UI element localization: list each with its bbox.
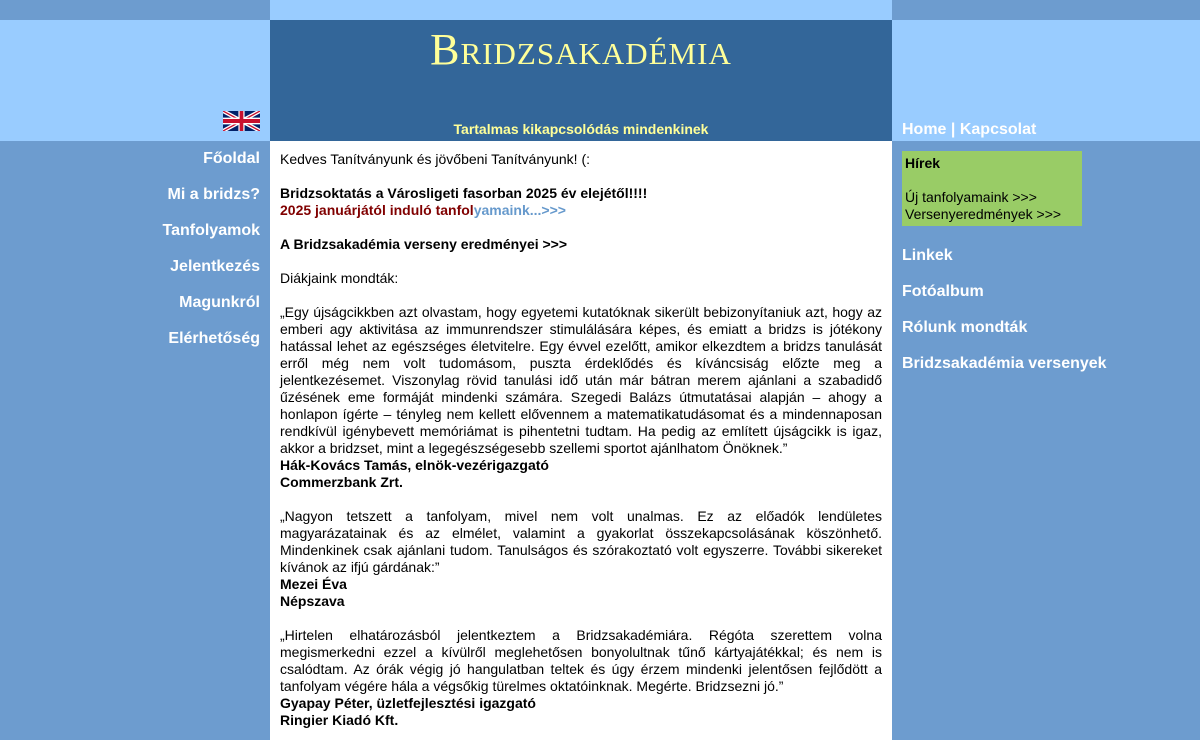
testimonial-author: Hák-Kovács Tamás, elnök-vezérigazgató	[280, 457, 549, 473]
testimonial-organization: Ringier Kiadó Kft.	[280, 712, 399, 728]
testimonial-organization: Népszava	[280, 593, 345, 609]
nav-item-linkek[interactable]: Linkek	[902, 247, 953, 264]
testimonial-quote: „Hirtelen elhatározásból jelentkeztem a Bridzsakadémiára. Régóta szerettem volna megismerkedni ezzel a kívülről meglehetősen bonyolultnak tűnő kártyajátékkal; és nem is csalódtam. Az órák végig jó hangulatban teltek és úgy érzem mindenki jelentősen fejlődött a tanfolyam végére hála a végsőkig türelmes oktatóinknak. Megérte. Bridzsezni jó.”	[280, 627, 882, 694]
site-logo[interactable]: Bridzsakadémia	[430, 25, 732, 74]
testimonial-author: Mezei Éva	[280, 576, 347, 592]
nav-item-fooldal[interactable]: Főoldal	[203, 150, 260, 167]
top-strip-right	[892, 0, 1200, 20]
nav-item-versenyek[interactable]: Bridzsakadémia versenyek	[902, 355, 1107, 372]
testimonial-quote: „Nagyon tetszett a tanfolyam, mivel nem volt unalmas. Ez az előadók lendületes magyarázatainak és az elmélet, valamint a gyakorlat összekapcsolásának köszönhető. Mindenkinek csak ajánlani tudom. Tanulságos és szórakoztató volt egyszerre. További sikereket kívánok az ifjú gárdának:”	[280, 508, 882, 575]
testimonial-quote: „Egy újságcikkben azt olvastam, hogy egyetemi kutatóknak sikerült bebizonyítaniuk azt, hogy az emberi agy aktivitása az immunrendszer stimulálására képes, és emiatt a bridzs is jótékony hatással lehet az egészséges életvitelre. Egy évvel ezelőtt, amikor elkezdtem a bridzs tanulását erről még nem volt tudomásom, puszta érdeklődés és kíváncsiság előzte meg a jelentkezésemet. Viszonylag rövid tanulási idő után már bátran merem ajánlani a szabadidő űzésének eme formáját mindenki számára. Szegedi Balázs útmutatásai alapján – ahogy a honlapon ígérte – tényleg nem kellett elővennem a matematikatudásomat és a mindennaposan rendkívül igénybevett memóriámat is pihentetni tudtam. Ha pedig az említett újságcikk is igaz, akkor a bridzset, mint a legegészségesebb szellemi sportot ajánlhatom Önöknek.”	[280, 304, 882, 456]
english-flag-icon[interactable]	[223, 111, 260, 131]
news-title: Hírek	[905, 155, 941, 171]
greeting-text: Kedves Tanítványunk és jövőbeni Tanítványunk! (:	[280, 151, 591, 167]
main-content	[270, 141, 892, 740]
nav-item-elerhetoseg[interactable]: Elérhetőség	[168, 330, 260, 347]
top-strip-left	[0, 0, 270, 20]
nav-item-jelentkezes[interactable]: Jelentkezés	[170, 258, 260, 275]
results-link[interactable]: A Bridzsakadémia verseny eredményei >>>	[280, 236, 568, 252]
left-navigation	[0, 141, 260, 357]
nav-item-tanfolyamok[interactable]: Tanfolyamok	[162, 222, 260, 239]
news-link-new-courses[interactable]: Új tanfolyamaink >>>	[905, 189, 1037, 205]
right-navigation	[902, 238, 1107, 382]
courses-link-tail[interactable]: yamaink...>>>	[473, 202, 566, 218]
news-link-results[interactable]: Versenyeredmények >>>	[905, 206, 1062, 222]
home-link[interactable]: Home	[902, 121, 947, 138]
top-links	[902, 121, 1036, 139]
link-separator: |	[950, 121, 956, 138]
nav-item-magunkrol[interactable]: Magunkról	[179, 294, 260, 311]
announcement-block	[280, 185, 882, 219]
nav-item-mi-a-bridzs[interactable]: Mi a bridzs?	[167, 186, 260, 203]
courses-link[interactable]: 2025 januárjától induló tanfol	[280, 202, 474, 218]
nav-item-fotoalbum[interactable]: Fotóalbum	[902, 283, 984, 300]
testimonial-organization: Commerzbank Zrt.	[280, 474, 403, 490]
students-said-heading: Diákjaink mondták:	[280, 270, 399, 286]
testimonial-author: Gyapay Péter, üzletfejlesztési igazgató	[280, 695, 536, 711]
news-box	[902, 151, 1082, 226]
contact-link[interactable]: Kapcsolat	[959, 121, 1037, 138]
site-tagline: Tartalmas kikapcsolódás mindenkinek	[453, 121, 709, 137]
announcement-text: Bridzsoktatás a Városligeti fasorban 2025 év elejétől!!!!	[280, 185, 648, 201]
top-strip-center	[270, 0, 892, 20]
nav-item-rolunk-mondtak[interactable]: Rólunk mondták	[902, 319, 1028, 336]
